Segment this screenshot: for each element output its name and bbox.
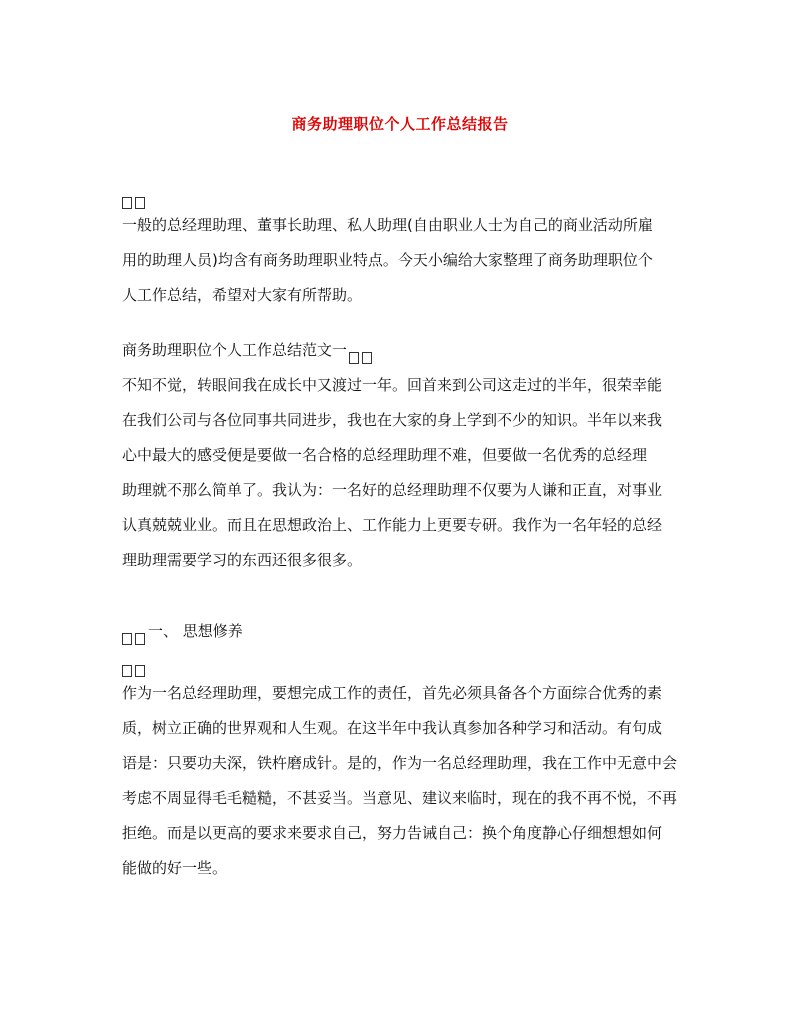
text-line: 助理就不那么简单了。我认为：一名好的总经理助理不仅要为人谦和正直，对事业 bbox=[122, 481, 663, 499]
intro-paragraph bbox=[122, 208, 682, 313]
missing-glyph bbox=[135, 665, 145, 677]
text-line: 语是：只要功夫深，铁杵磨成针。是的，作为一名总经理助理，我在工作中无意中会 bbox=[122, 754, 678, 772]
missing-glyph bbox=[349, 352, 359, 364]
text-line: 作为一名总经理助理，要想完成工作的责任，首先必须具备各个方面综合优秀的素 bbox=[122, 684, 663, 702]
missing-glyph bbox=[362, 352, 372, 364]
paragraph-2 bbox=[122, 676, 682, 886]
document-title: 商务助理职位个人工作总结报告 bbox=[291, 115, 509, 133]
missing-glyph-pair bbox=[122, 622, 148, 642]
text-line: 一般的总经理助理、董事长助理、私人助理(自由职业人士为自己的商业活动所雇 bbox=[122, 216, 653, 234]
text-line: 能做的好一些。 bbox=[122, 859, 228, 877]
missing-glyph bbox=[122, 665, 132, 677]
text-line: 用的助理人员)均含有商务助理职业特点。今天小编给大家整理了商务助理职位个 bbox=[122, 251, 653, 269]
text-line: 心中最大的感受便是要做一名合格的总经理助理不难，但要做一名优秀的总经理 bbox=[122, 446, 648, 464]
missing-glyph bbox=[135, 633, 145, 645]
text-line: 质，树立正确的世界观和人生观。在这半年中我认真参加各种学习和活动。有句成 bbox=[122, 719, 663, 737]
missing-glyph-pair bbox=[349, 341, 375, 361]
missing-glyph bbox=[122, 633, 132, 645]
missing-glyph-pair bbox=[122, 654, 148, 674]
text-line: 拒绝。而是以更高的要求来要求自己，努力告诫自己：换个角度静心仔细想想如何 bbox=[122, 824, 663, 842]
text-line: 在我们公司与各位同事共同进步，我也在大家的身上学到不少的知识。半年以来我 bbox=[122, 411, 663, 429]
missing-glyph-pair bbox=[122, 186, 148, 206]
text-line: 理助理需要学习的东西还很多很多。 bbox=[122, 551, 363, 569]
text-line: 考虑不周显得毛毛糙糙，不甚妥当。当意见、建议来临时，现在的我不再不悦，不再 bbox=[122, 789, 678, 807]
text-line: 人工作总结，希望对大家有所帮助。 bbox=[122, 286, 363, 304]
paragraph-1 bbox=[122, 368, 682, 578]
missing-glyph bbox=[122, 197, 132, 209]
missing-glyph bbox=[135, 197, 145, 209]
text-line: 不知不觉，转眼间我在成长中又渡过一年。回首来到公司这走过的半年，很荣幸能 bbox=[122, 376, 663, 394]
heading-text: 一、 思想修养 bbox=[148, 622, 243, 640]
subtitle-text: 商务助理职位个人工作总结范文一 bbox=[122, 341, 348, 359]
section-heading-1 bbox=[122, 614, 682, 649]
section-subtitle bbox=[122, 333, 682, 368]
text-line: 认真兢兢业业。而且在思想政治上、工作能力上更要专研。我作为一名年轻的总经 bbox=[122, 516, 663, 534]
